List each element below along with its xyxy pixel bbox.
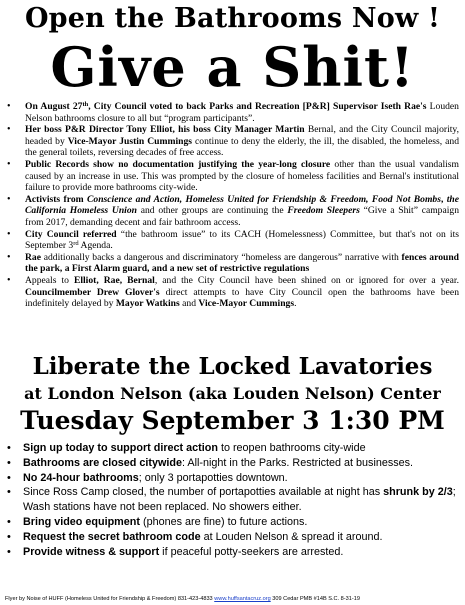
- website-link[interactable]: www.huffsantacruz.org: [214, 596, 271, 602]
- actions-list: [5, 441, 461, 559]
- headline-give-a-shit: Give a Shit!: [50, 35, 415, 99]
- list-item: • On August 27th, City Council voted to back Parks and Recreation [P&R] Supervisor Iseth Rae's Louden Nelson bathrooms closure to all but “program participants”.: [4, 101, 459, 124]
- list-item: • Her boss P&R Director Tony Elliot, his boss City Manager Martin Bernal, and the City Council majority, headed by Vice-Mayor Justin Cummings continue to deny the elderly, the ill, the disabled, the homeless, and the general toilets, reversing decades of free access.: [4, 124, 459, 159]
- footer-suffix: 309 Cedar PMB #14B S.C. 8-31-19: [270, 596, 360, 602]
- list-item: • Sign up today to support direct action to reopen bathrooms city-wide: [5, 441, 461, 456]
- list-item: • Activists from Conscience and Action, Homeless United for Friendship & Freedom, Food Not Bombs, the California Homeless Union and other groups are continuing the Freedom Sleepers “Give a Shit” campaign from 2017, demanding decent and fair bathroom access.: [4, 194, 459, 229]
- issues-list: [4, 101, 459, 310]
- footer-credits: [5, 595, 460, 603]
- list-item: • No 24-hour bathrooms; only 3 portapotties downtown.: [5, 471, 461, 486]
- date-time-line: Tuesday September 3 1:30 PM: [20, 406, 445, 435]
- list-item: • Provide witness & support if peaceful potty-seekers are arrested.: [5, 545, 461, 560]
- list-item: • Appeals to Elliot, Rae, Bernal, and the City Council have been shined on or ignored for over a year. Councilmember Drew Glover's direct attempts to have City Council open the bathrooms have been indefinitely delayed by Mayor Watkins and Vice-Mayor Cummings.: [4, 275, 459, 310]
- headline-liberate-lavatories: Liberate the Locked Lavatories: [32, 353, 433, 380]
- location-line: at London Nelson (aka Louden Nelson) Center: [24, 384, 441, 403]
- list-item: • City Council referred “the bathroom issue” to its CACH (Homelessness) Committee, but that's not on its September 3rd Agenda.: [4, 229, 459, 252]
- footer-prefix: Flyer by Noise of HUFF (Homeless United for Friendship & Freedom) 831-423-4833: [5, 596, 215, 602]
- list-item: • Request the secret bathroom code at Louden Nelson & spread it around.: [5, 530, 461, 545]
- list-item: • Bring video equipment (phones are fine) to future actions.: [5, 515, 461, 530]
- headline-open-bathrooms: Open the Bathrooms Now !: [24, 3, 441, 34]
- list-item: • Since Ross Camp closed, the number of portapotties available at night has shrunk by 2/3; Wash stations have not been replaced. No showers either.: [5, 485, 461, 515]
- list-item: • Bathrooms are closed citywide: All-night in the Parks. Restricted at businesses.: [5, 456, 461, 471]
- list-item: • Rae additionally backs a dangerous and discriminatory “homeless are dangerous” narrative with fences around the park, a First Alarm guard, and a new set of restrictive regulations: [4, 252, 459, 275]
- list-item: • Public Records show no documentation justifying the year-long closure other than the usual vandalism caused by an increase in use. This was prompted by the closure of homeless facilities and Bernal's institutional failure to provide more bathrooms city-wide.: [4, 159, 459, 194]
